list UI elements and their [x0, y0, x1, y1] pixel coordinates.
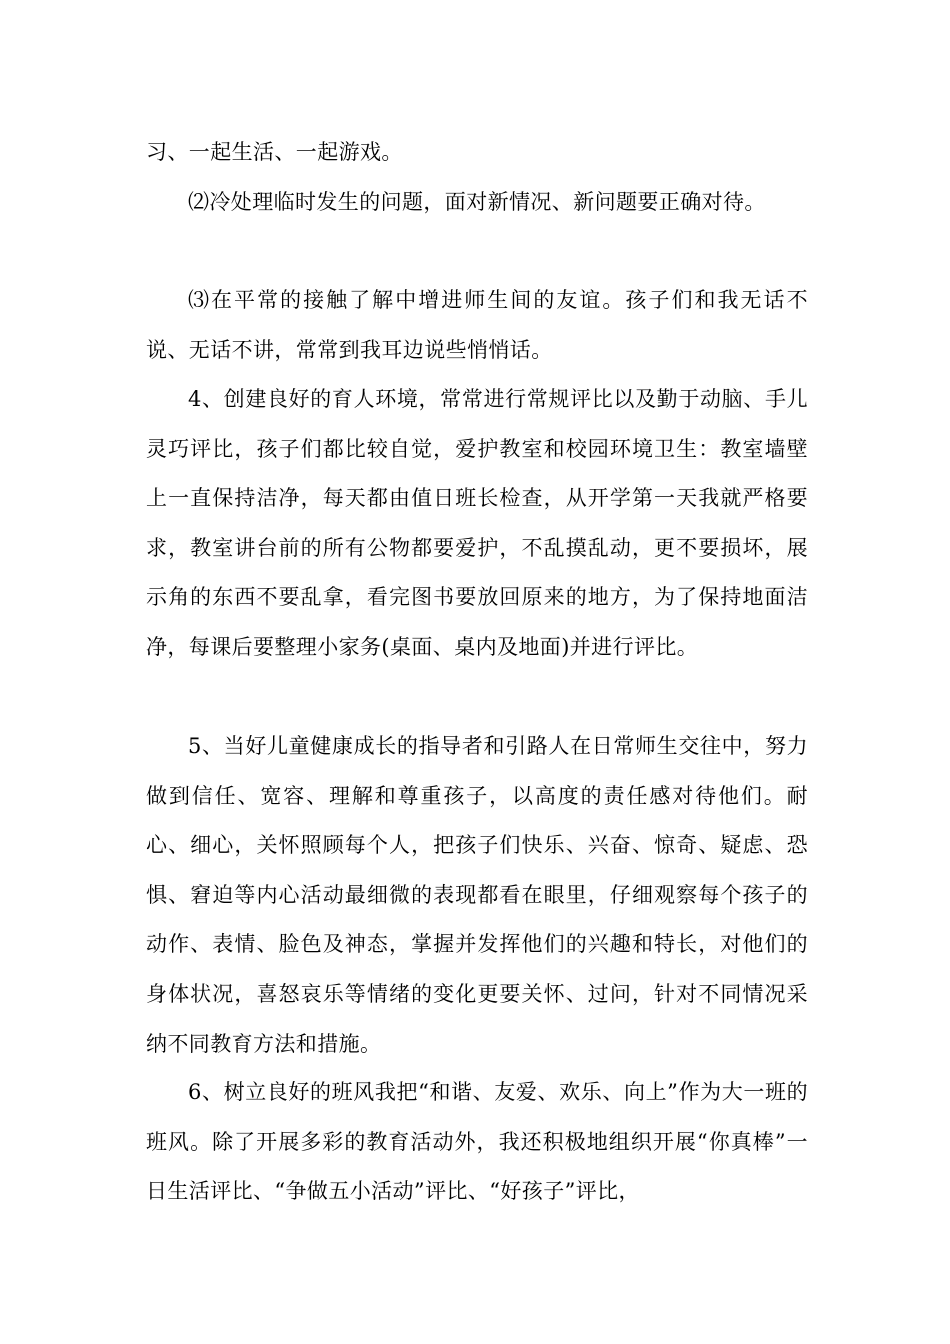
paragraph-section-5: 5、当好儿童健康成长的指导者和引路人在日常师生交往中，努力做到信任、宽容、理解和尊重孩子，以高度的责任感对待他们。耐心、细心，关怀照顾每个人，把孩子们快乐、兴奋、惊奇、疑虑、恐惧、窘迫等内心活动最细微的表现都看在眼里，仔细观察每个孩子的动作、表情、脸色及神态，掌握并发挥他们的兴趣和特长，对他们的身体状况，喜怒哀乐等情绪的变化更要关怀、过问，针对不同情况采纳不同教育方法和措施。 [146, 734, 808, 1056]
paragraph-section-4: 4、创建良好的育人环境，常常进行常规评比以及勤于动脑、手儿灵巧评比，孩子们都比较自觉，爱护教室和校园环境卫生：教室墙壁上一直保持洁净，每天都由值日班长检查，从开学第一天我就严格要求，教室讲台前的所有公物都要爱护，不乱摸乱动，更不要损坏，展示角的东西不要乱拿，看完图书要放回原来的地方，为了保持地面洁净，每课后要整理小家务(桌面、桌内及地面)并进行评比。 [146, 387, 808, 659]
paragraph-item-2: ⑵冷处理临时发生的问题，面对新情况、新问题要正确对待。 [188, 190, 766, 214]
paragraph-section-6: 6、树立良好的班风我把“和谐、友爱、欢乐、向上”作为大一班的班风。除了开展多彩的教育活动外，我还积极地组织开展“你真棒”一日生活评比、“争做五小活动”评比、“好孩子”评比， [146, 1080, 808, 1204]
paragraph-continuation: 习、一起生活、一起游戏。 [146, 140, 403, 164]
paragraph-item-3: ⑶在平常的接触了解中增进师生间的友谊。孩子们和我无话不说、无话不讲，常常到我耳边说些悄悄话。 [146, 288, 808, 362]
